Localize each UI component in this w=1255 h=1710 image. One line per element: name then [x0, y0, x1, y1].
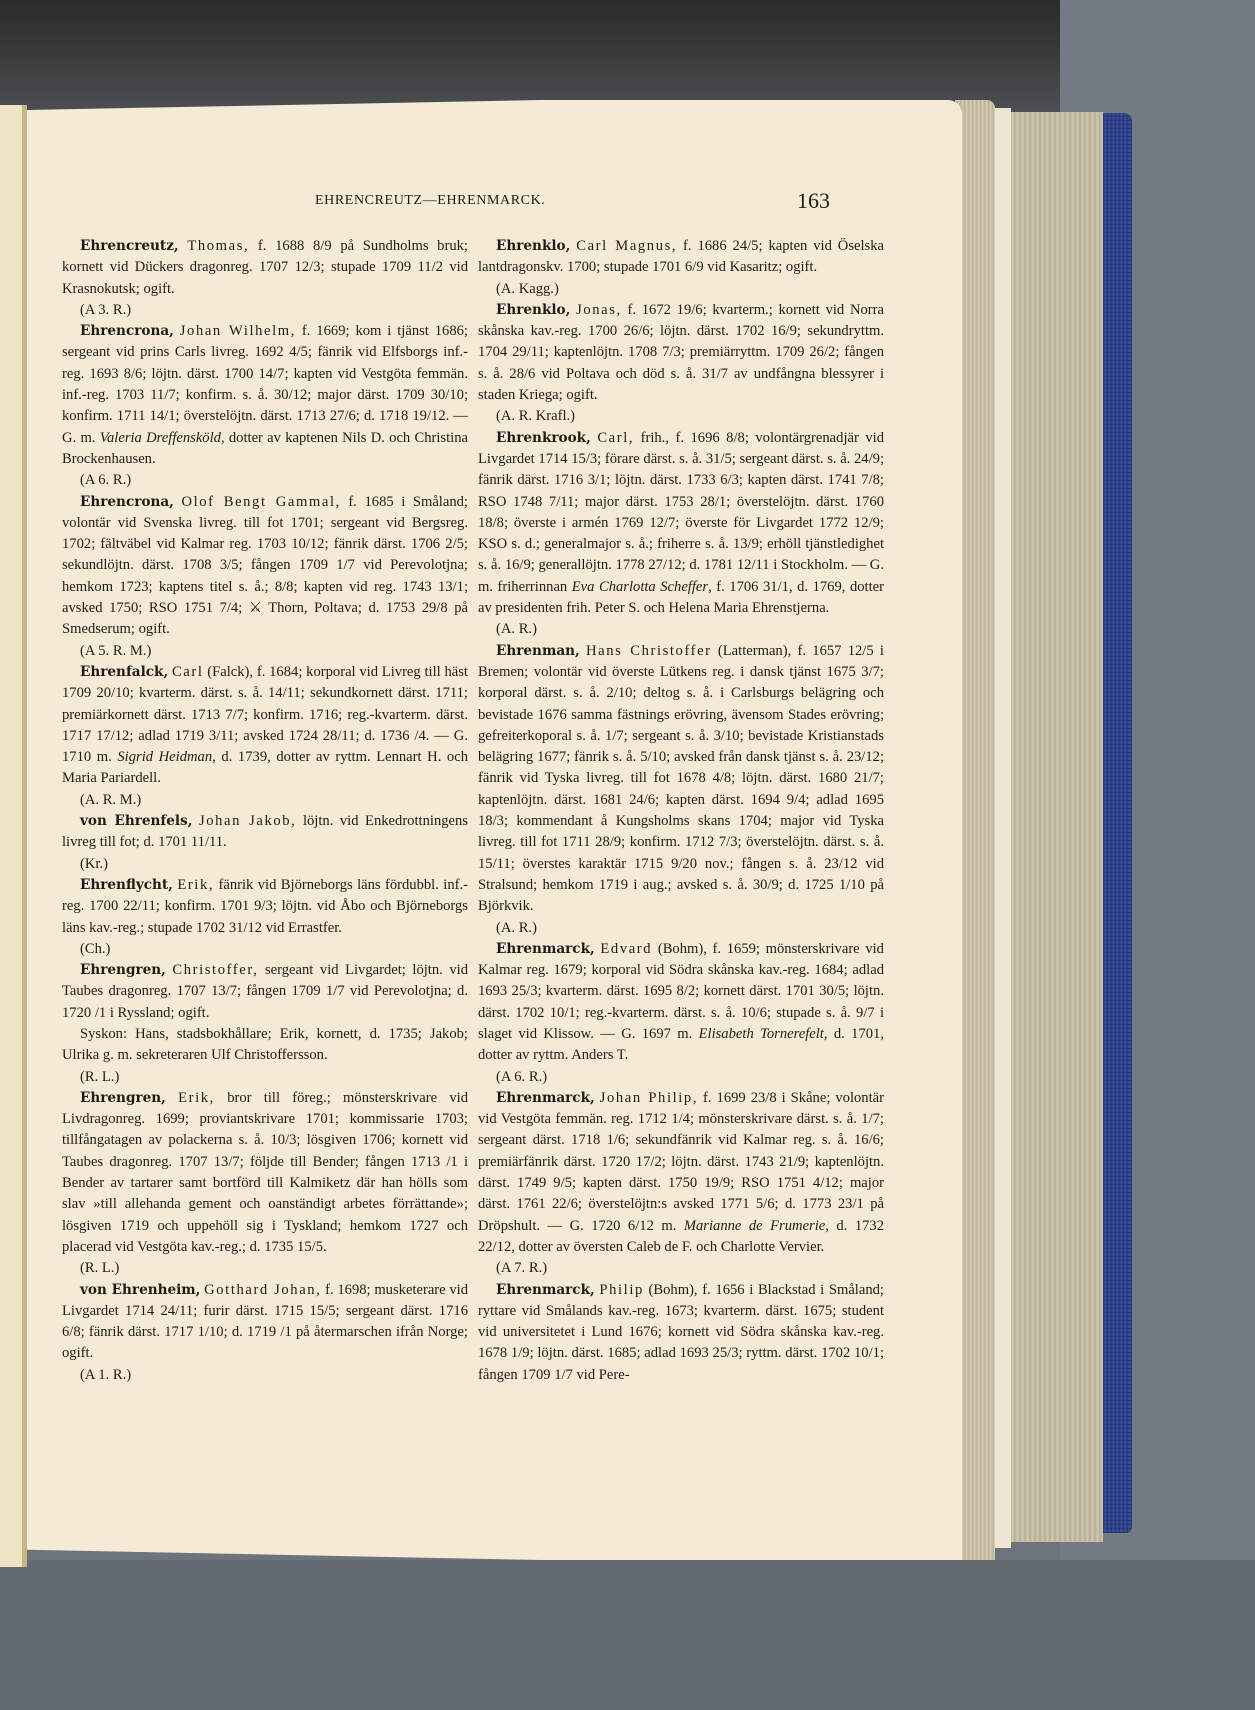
- page-number: 163: [797, 188, 830, 213]
- entry-surname: Ehrenfalck,: [80, 663, 169, 680]
- entry-given-name: Johan Wilhelm,: [179, 323, 296, 340]
- entry-surname: Ehrenmarck,: [496, 1281, 595, 1298]
- entry-given-name: Johan Philip,: [599, 1089, 699, 1106]
- entry-body: frih., f. 1696 8/8; volontärgrenadjär vid Livgardet 1714 15/3; förare därst. s. å. 31/5; sergeant därst. s. å. 24/9; fänrik därst. 1716 3/1; löjtn. därst. 1733 6/3; kapten därst. 1741 7/8; RSO 1748 7/11; major därst. 1753 28/1; överstelöjtn. därst. 1760 18/8; överste i armén 1769 12/7; överste för Livgardet 1772 12/9; KSO s. d.; generalmajor s. å.; friherre s. å. 13/9; erhöll tjänstledighet s. å. 16/9; generallöjtn. 1778 27/12; d. 1781 12/11 i Stockholm. — G. m. friherrinnan: [478, 429, 884, 595]
- entry-body: f. 1698; musketerare vid Livgardet 1714 24/11; furir därst. 1715 15/5; sergeant därst. 1716 6/8; fänrik därst. 1717 1/10; d. 1719 /1 på återmarschen ifrån Norge; ogift.: [62, 1281, 468, 1362]
- entry-text: [478, 939, 884, 1067]
- right-column: [478, 236, 884, 1386]
- biography-entry: [62, 662, 468, 811]
- entry-text: [62, 1088, 468, 1258]
- source-reference: (A. R.): [496, 919, 537, 936]
- entry-body: (Latterman), f. 1657 12/5 i Bremen; volontär vid överste Lütkens reg. i dansk tjänst 1675 3/7; korporal därst. s. å. 2/10; deltog s. å. i Carlsburgs belägring och bevistade 1676 samma fästnings erövring, ävensom Stades erövring; gefreiterkoporal s. å. 1/7; sergeant s. å. 3/10; bevistade Kristianstads belägring 1677; fänrik s. å. 5/10; avsked från dansk tjänst s. å. 23/12; fänrik vid Tyska livreg. till fot 1678 4/8; löjtn. därst. 1680 21/7; kaptenlöjtn. därst. 1681 24/6; kapten därst. 1694 9/4; adlad 1695 18/3; kommendant å Kungsholms skans 1704; major vid Tyska livreg. till fot 1711 28/9; konfirm. 1712 7/3; överstelöjtn. därst. s. å. 15/11; överstes karaktär 1715 9/20 nov.; fången s. å. 23/12 vid Stralsund; hemkom 1719 i aug.; avsked s. å. 30/9; d. 1725 1/10 på Björkvik.: [478, 642, 884, 915]
- source-reference: (R. L.): [80, 1260, 120, 1277]
- entry-body: f. 1672 19/6; kvarterm.; kornett vid Norra skånska kav.-reg. 1700 26/6; löjtn. därst. 1702 16/9; sekundryttm. 1704 29/11; kaptenlöjtn. 1708 7/3; premiärryttm. 1709 26/2; fången s. å. 28/6 vid Poltava och död s. å. 31/7 av undfångna blessyrer i staden Kriega; ogift.: [478, 301, 884, 404]
- entry-body: f. 1686 24/5; kapten vid Öselska lantdragonskv. 1700; stupade 1701 6/9 vid Kasaritz; ogift.: [478, 238, 884, 276]
- entry-body: (Bohm), f. 1659; mönsterskrivare vid Kalmar reg. 1679; korporal vid Södra skånska kav.-reg. 1684; adlad 1693 25/3; kvarterm. därst. 1695 8/2; kornett därst. 1701 30/5; löjtn. därst. 1702 10/1; reg.-kvarterm. därst. s. å. 10/6; stupade s. å. 9/7 i slaget vid Klissow. — G. 1697 m.: [478, 940, 884, 1042]
- source-reference: (A 3. R.): [80, 301, 132, 318]
- entry-body: fänrik vid Björneborgs läns fördubbl. inf.-reg. 1700 22/11; konfirm. 1701 9/3; löjtn. vid Åbo och Björneborgs läns kav.-reg.; stupade 1702 31/12 vid Errastfer.: [62, 876, 468, 936]
- entry-body: f. 1685 i Småland; volontär vid Svenska livreg. till fot 1701; sergeant vid Bergsreg. 1702; fältväbel vid Kalmar reg. 1703 10/12; fänrik därst. 1706 2/5; sekundlöjtn. därst. 1708 3/5; fången 1709 1/7 vid Perevolotjna; hemkom 1723; kaptens titel s. å.; 8/8; kapten vid reg. 1743 13/1; avsked 1750; RSO 1751 7/4; ⚔ Thorn, Poltava; d. 1753 29/8 på Smedserum; ogift.: [62, 493, 468, 638]
- entry-given-name: Christoffer,: [172, 962, 259, 979]
- background-bottom: [0, 1560, 1255, 1710]
- entry-text: [478, 1088, 884, 1258]
- entry-text: [62, 492, 468, 641]
- entry-text: [62, 662, 468, 790]
- entry-given-name: Gotthard Johan,: [204, 1281, 322, 1298]
- page-block-edge: [1008, 112, 1103, 1542]
- entry-text: [62, 875, 468, 939]
- entry-surname: Ehrenklo,: [496, 238, 571, 254]
- biography-entry: [478, 236, 884, 300]
- entry-text: [478, 1280, 884, 1386]
- entry-text: [478, 641, 884, 918]
- source-reference: (Ch.): [80, 940, 111, 957]
- source-reference: (A 1. R.): [80, 1366, 132, 1383]
- entry-body-continued: , d. 1739, dotter av ryttm. Lennart H. och Maria Pariardell.: [62, 749, 469, 787]
- entry-surname: Ehrengren,: [80, 1089, 166, 1106]
- entry-given-name: Carl: [171, 663, 204, 680]
- entry-body: f. 1688 8/9 på Sundholms bruk; kornett vid Dückers dragonreg. 1707 12/3; stupade 1709 11/2 vid Krasnokutsk; ogift.: [62, 238, 468, 297]
- entry-surname: Ehrenheim,: [111, 1281, 201, 1298]
- source-reference: (R. L.): [80, 1068, 120, 1085]
- biography-entry: [478, 300, 884, 428]
- entry-text: [62, 960, 468, 1024]
- entry-surname: Ehrenfels,: [114, 813, 193, 830]
- page-block-gap: [993, 108, 1011, 1548]
- spouse-name: Marianne de Frumerie: [683, 1217, 826, 1234]
- entry-body-continued: , d. 1701, dotter av ryttm. Anders T.: [478, 1025, 884, 1064]
- source-reference: (A 5. R. M.): [80, 642, 152, 659]
- entry-surname: Ehrenklo,: [496, 301, 571, 318]
- spouse-name: Valeria Dreffensköld: [99, 429, 221, 446]
- facing-page-edge: [0, 105, 27, 1567]
- source-reference: (A. R. M.): [80, 791, 142, 808]
- entry-given-name: Jonas,: [576, 301, 622, 318]
- entry-given-name: Erik,: [177, 876, 215, 893]
- entry-given-name: Edvard: [600, 940, 653, 957]
- entry-given-name: Carl,: [597, 429, 635, 446]
- entry-body-continued: , dotter av kaptenen Nils D. och Christina Brockenhausen.: [62, 429, 468, 467]
- running-head: EHRENCREUTZ—EHRENMARCK.: [315, 193, 546, 208]
- entry-text: [478, 428, 884, 620]
- spouse-name: Sigrid Heidman: [117, 749, 213, 766]
- biography-entry: [62, 321, 468, 491]
- entry-given-name: Thomas,: [187, 238, 250, 254]
- entry-text: [62, 811, 468, 854]
- source-reference: (A. R. Krafl.): [496, 408, 576, 425]
- biography-entry: [62, 811, 468, 875]
- entry-text: [62, 1280, 468, 1365]
- entry-given-name: Olof Bengt Gammal,: [181, 493, 341, 510]
- entry-surname: Ehrencrona,: [80, 493, 174, 510]
- entry-body: bror till föreg.; mönsterskrivare vid Livdragonreg. 1699; proviantskrivare 1701; kommissarie 1703; tillfångatagen av polackerna s. å. 10/3; lösgiven 1706; kornett vid Taubes dragonreg. 1707 13/7; följde till Bender; fången 1713 /1 i Bender av tartarer samt bortförd till Kalmiketz där han hölls som slav »till allehanda gement och oanständigt arbetes förrättande»; lösgiven 1719 och uppehöll sig i Tyskland; hemkom 1727 och placerad vid Vestgöta kav.-reg.; d. 1735 15/5.: [62, 1089, 468, 1255]
- entry-surname: Ehrengren,: [80, 962, 166, 979]
- source-reference: (A 6. R.): [496, 1068, 548, 1085]
- entry-body: sergeant vid Livgardet; löjtn. vid Taubes dragonreg. 1707 13/7; fången 1709 1/7 vid Perevolotjna; d. 1720 /1 i Ryssland; ogift.: [62, 962, 468, 1021]
- entry-given-name: Philip: [599, 1281, 644, 1298]
- sibling-note: Syskon: Hans, stadsbokhållare; Erik, kornett, d. 1735; Jakob; Ulrika g. m. sekreteraren Ulf Christoffersson.: [62, 1025, 468, 1064]
- spouse-name: Elisabeth Tornerefelt: [698, 1025, 824, 1042]
- book-cover-blue: [1100, 113, 1132, 1533]
- entry-given-name: Johan Jakob,: [198, 813, 297, 830]
- source-reference: (A 7. R.): [496, 1260, 548, 1277]
- entry-body: (Falck), f. 1684; korporal vid Livreg till häst 1709 20/10; kvarterm. därst. s. å. 14/11; sekundkornett därst. 1711; premiärkornett därst. 1713 7/7; konfirm. 1716; reg.-kvarterm. därst. 1717 17/12; adlad 1719 3/11; avsked 1724 28/11; d. 1736 /4. — G. 1710 m.: [62, 663, 468, 766]
- entry-surname: Ehrencreutz,: [80, 238, 179, 254]
- name-prefix: von: [80, 1281, 112, 1298]
- entry-body-continued: , f. 1706 31/1, d. 1769, dotter av presidenten frih. Peter S. och Helena Maria Ehrenstjerna.: [478, 578, 884, 617]
- spouse-name: Eva Charlotta Scheffer: [571, 578, 709, 595]
- entry-surname: Ehrencrona,: [80, 323, 174, 340]
- entry-text: [62, 321, 468, 470]
- biography-entry: [478, 1280, 884, 1386]
- biography-entry: [478, 428, 884, 641]
- entry-given-name: Hans Christoffer: [586, 642, 712, 659]
- entry-body: f. 1699 23/8 i Skåne; volontär vid Vestgöta femmän. reg. 1712 1/4; mönsterskrivare därst. s. å. 1/7; sergeant därst. 1718 1/6; sekundfänrik vid Kalmar reg. s. å. 16/6; premiärfänrik därst. 1720 17/2; löjtn. därst. 1743 21/9; kaptenlöjtn. därst. 1749 9/5; kapten därst. 1750 19/9; RSO 1751 4/12; major därst. 1761 22/6; överstelöjtn:s avsked 1771 5/6; d. 1773 23/1 på Dröpshult. — G. 1720 6/12 m.: [478, 1089, 884, 1234]
- entry-surname: Ehrenmarck,: [496, 1089, 595, 1106]
- name-prefix: von: [80, 813, 115, 830]
- biography-entry: [62, 1280, 468, 1386]
- entry-given-name: Carl Magnus,: [576, 238, 678, 254]
- entry-given-name: Erik,: [178, 1089, 215, 1106]
- entry-text: [478, 300, 884, 406]
- biography-entry: [62, 236, 468, 321]
- biography-entry: [478, 1088, 884, 1280]
- source-reference: (A. Kagg.): [496, 280, 559, 297]
- biography-entry: [62, 492, 468, 662]
- source-reference: (A 6. R.): [80, 472, 132, 489]
- entry-surname: Ehrenflycht,: [80, 876, 173, 893]
- entry-body: f. 1669; kom i tjänst 1686; sergeant vid prins Carls livreg. 1692 4/5; fänrik vid Elfsborgs inf.-reg. 1693 8/6; löjtn. därst. 1700 14/7; kapten vid Vestgöta femmän. inf.-reg. 1703 11/7; konfirm. s. å. 30/12; major därst. 1709 30/10; konfirm. 1711 14/1; överstelöjtn. därst. 1713 27/6; d. 1718 19/12. — G. m.: [62, 323, 468, 446]
- entry-body-continued: , d. 1732 22/12, dotter av översten Caleb de F. och Charlotte Vervier.: [478, 1217, 885, 1255]
- source-reference: (Kr.): [80, 855, 108, 872]
- entry-body: (Bohm), f. 1656 i Blackstad i Småland; ryttare vid Smålands kav.-reg. 1673; kvarterm. därst. 1675; student vid universitetet i Lund 1676; kornett vid Södra skånska kav.-reg. 1678 1/9; löjtn. därst. 1685; adlad 1693 25/3; ryttm. därst. 1702 10/1; fången 1709 1/7 vid Pere-: [478, 1281, 884, 1383]
- entry-surname: Ehrenmarck,: [496, 940, 595, 957]
- left-column: [62, 236, 468, 1386]
- entry-body: löjtn. vid Enkedrottningens livreg till fot; d. 1701 11/11.: [62, 813, 468, 851]
- source-reference: (A. R.): [496, 621, 537, 638]
- entry-surname: Ehrenman,: [496, 642, 580, 659]
- biography-entry: [62, 875, 468, 960]
- entry-surname: Ehrenkrook,: [496, 429, 591, 446]
- biography-entry: [62, 960, 468, 1088]
- biography-entry: [62, 1088, 468, 1280]
- entry-text: [62, 236, 468, 300]
- biography-entry: [478, 641, 884, 939]
- biography-entry: [478, 939, 884, 1088]
- entry-text: [478, 236, 884, 279]
